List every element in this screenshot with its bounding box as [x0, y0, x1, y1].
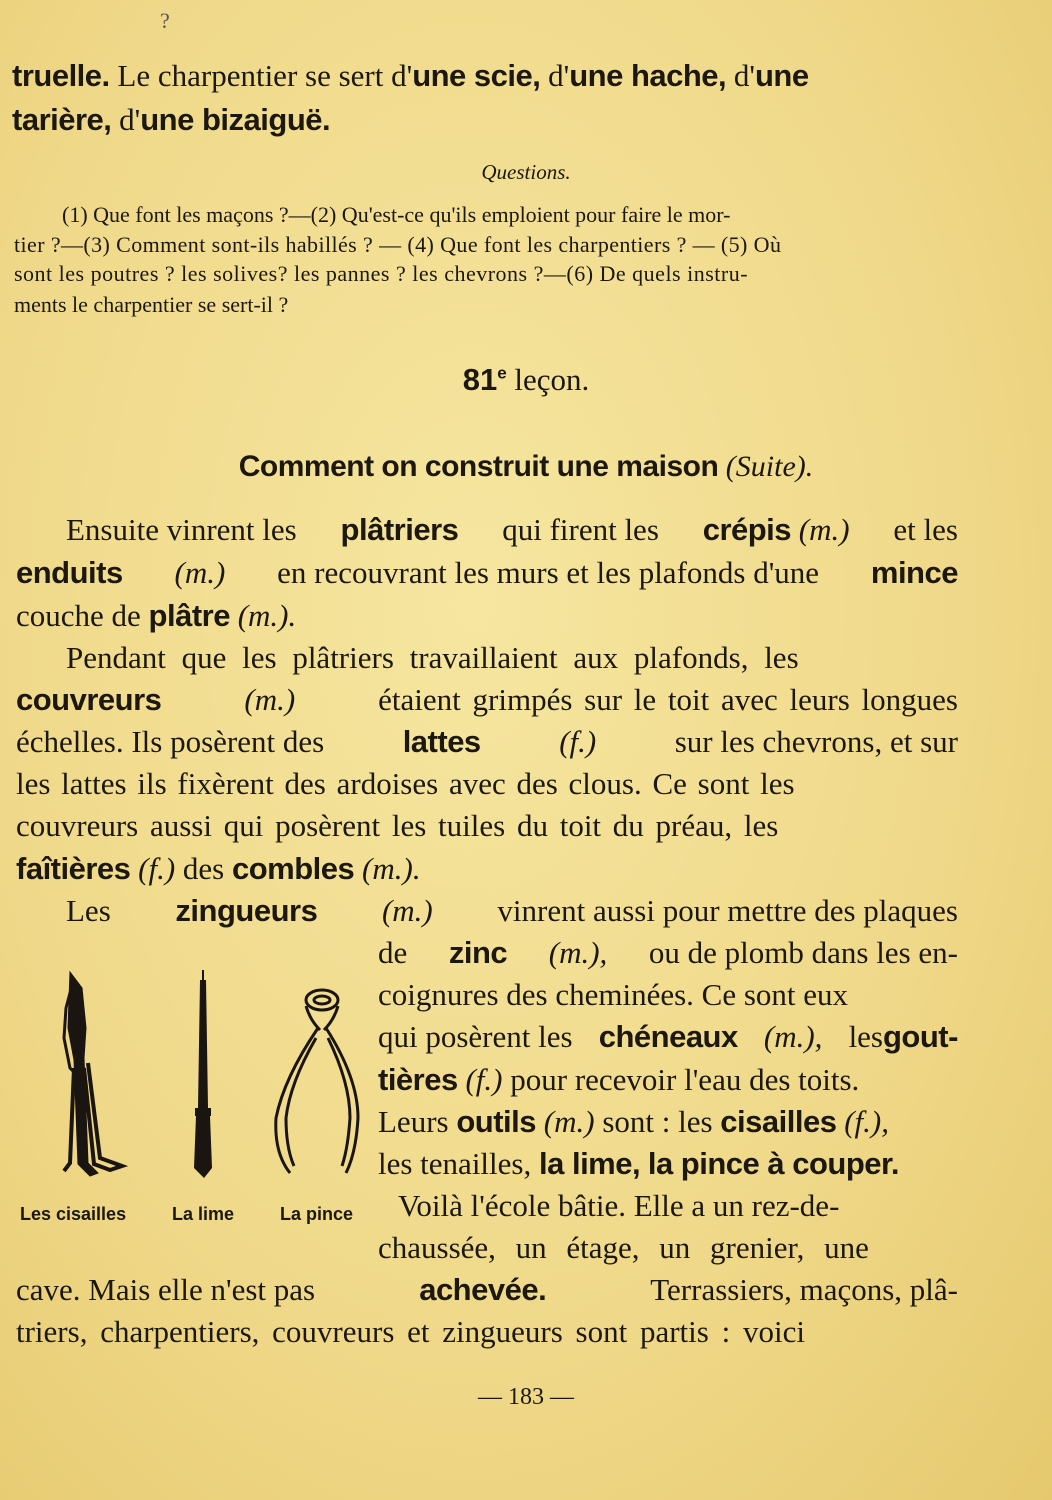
text-line: chaussée, un étage, un grenier, une [378, 1230, 869, 1265]
text-line: couvreurs aussi qui posèrent les tuiles du toit du préau, les [16, 808, 779, 843]
intro-line-1: truelle. Le charpentier se sert d'une scie, d'une hache, d'une [12, 58, 809, 93]
question-line: sont les poutres ? les solives? les pannes ? les chevrons ?—(6) De quels instru- [14, 261, 749, 286]
text-line: Ensuite vinrent les plâtriers qui firent les crépis (m.) et les [66, 512, 958, 547]
cisailles-image [64, 972, 122, 1176]
question-line: (1) Que font les maçons ?—(2) Qu'est-ce qu'ils emploient pour faire le mor- [62, 202, 731, 227]
question-line: tier ?—(3) Comment sont-ils habillés ? — (4) Que font les charpentiers ? — (5) Où [14, 232, 782, 257]
text-line: Les zingueurs (m.) vinrent aussi pour mettre des plaques [66, 893, 958, 928]
text-line: échelles. Ils posèrent des lattes (f.) sur les chevrons, et sur [16, 724, 958, 759]
lesson-title: Comment on construit une maison (Suite). [238, 450, 814, 483]
text-line: Voilà l'école bâtie. Elle a un rez-de- [398, 1188, 840, 1223]
lesson-number: 81e leçon. [462, 362, 590, 397]
page-number: — 183 — [478, 1384, 574, 1410]
text-line: les tenailles, la lime, la pince à couper. [378, 1146, 899, 1181]
caption-lime: La lime [172, 1204, 235, 1224]
text-line: triers, charpentiers, couvreurs et zingueurs sont partis : voici [16, 1314, 805, 1349]
pince-image [276, 990, 358, 1173]
question-line: ments le charpentier se sert-il ? [14, 292, 289, 317]
intro-line-2: tarière, d'une bizaiguë. [12, 102, 331, 137]
text-line: Pendant que les plâtriers travaillaient aux plafonds, les [66, 640, 799, 675]
text-line: de zinc (m.), ou de plomb dans les en- [378, 935, 958, 970]
caption-cisailles: Les cisailles [20, 1204, 127, 1224]
text-line: cave. Mais elle n'est pas achevée. Terrassiers, maçons, plâ- [16, 1272, 958, 1307]
questions-title: Questions. [481, 160, 571, 184]
text-line: couvreurs (m.) étaient grimpés sur le toit avec leurs longues [16, 682, 958, 717]
text-line: les lattes ils fixèrent des ardoises avec des clous. Ce sont les [16, 766, 795, 801]
text-line: coignures des cheminées. Ce sont eux [378, 977, 849, 1012]
lime-image [194, 970, 212, 1178]
text-line: couche de plâtre (m.). [16, 598, 297, 633]
caption-pince: La pince [280, 1204, 354, 1224]
text-line: Leurs outils (m.) sont : les cisailles (f.), [378, 1104, 889, 1139]
text-line: tières (f.) pour recevoir l'eau des toits. [378, 1062, 860, 1097]
text-line: qui posèrent les chéneaux (m.), lesgout- [378, 1019, 958, 1054]
pencil-mark: ? [160, 8, 170, 33]
tools-illustration [40, 968, 360, 1188]
text-line: faîtières (f.) des combles (m.). [16, 851, 421, 886]
text-line: enduits (m.) en recouvrant les murs et les plafonds d'une mince [16, 555, 958, 590]
